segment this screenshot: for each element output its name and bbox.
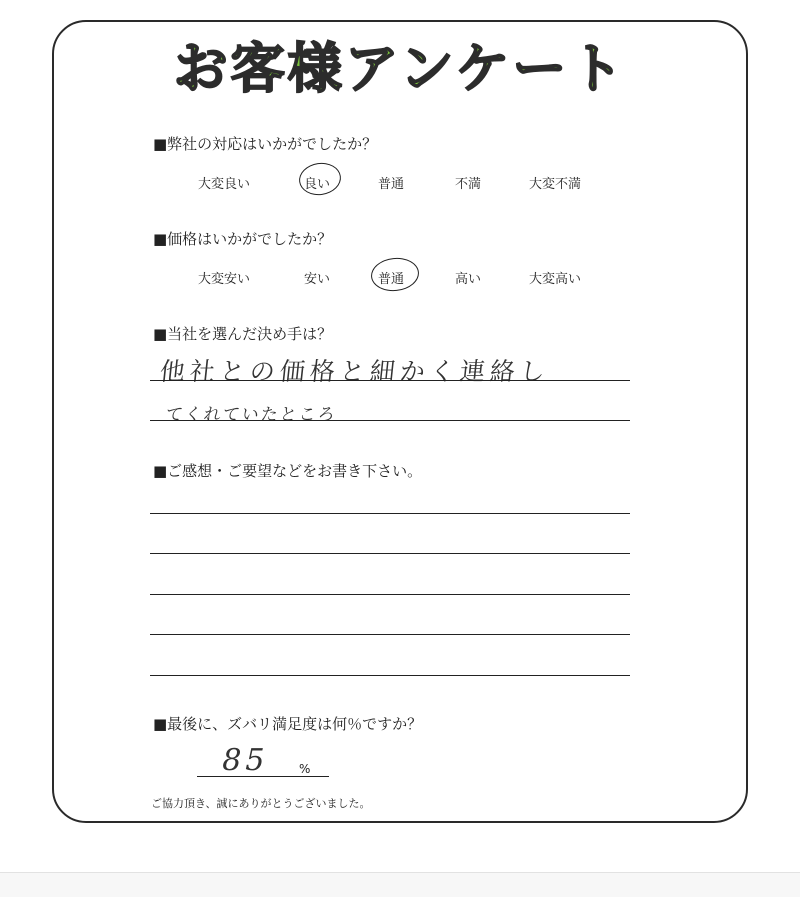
handwritten-answer-line-2: てくれていたところ: [164, 405, 339, 425]
survey-title: お客様アンケート: [173, 37, 627, 100]
option-service-dissatisfied[interactable]: 不満: [455, 177, 482, 192]
option-service-very-good[interactable]: 大変良い: [198, 177, 251, 192]
comment-line[interactable]: [150, 594, 630, 595]
satisfaction-answer: 85: [218, 743, 272, 778]
answer-line: [150, 420, 630, 421]
option-price-normal[interactable]: 普通: [378, 272, 405, 287]
comment-line[interactable]: [150, 675, 630, 676]
handwritten-answer-line-1: 他社との価格と細かく連絡し: [158, 357, 552, 386]
comment-line[interactable]: [150, 553, 630, 554]
comment-line[interactable]: [150, 513, 630, 514]
question-comments: ■ご感想・ご要望などをお書き下さい。: [153, 462, 423, 480]
question-deciding-factor: ■当社を選んだ決め手は？: [153, 325, 333, 343]
comment-line[interactable]: [150, 634, 630, 635]
question-satisfaction: ■最後に、ズバリ満足度は何％ですか？: [153, 715, 423, 733]
option-price-expensive[interactable]: 高い: [455, 272, 482, 287]
thank-you-note: ご協力頂き、誠にありがとうございました。: [151, 797, 371, 810]
option-service-good[interactable]: 良い: [304, 177, 331, 192]
percent-unit-label: %: [299, 762, 311, 776]
option-price-very-expensive[interactable]: 大変高い: [529, 272, 582, 287]
question-price: ■価格はいかがでしたか？: [153, 230, 333, 248]
question-service: ■弊社の対応はいかがでしたか？: [153, 135, 378, 153]
option-service-normal[interactable]: 普通: [378, 177, 405, 192]
option-price-cheap[interactable]: 安い: [304, 272, 331, 287]
answer-line: [150, 380, 630, 381]
option-service-very-dissatisfied[interactable]: 大変不満: [529, 177, 582, 192]
option-price-very-cheap[interactable]: 大変安い: [198, 272, 251, 287]
scan-edge: [0, 872, 800, 897]
satisfaction-answer-line[interactable]: [197, 776, 329, 777]
